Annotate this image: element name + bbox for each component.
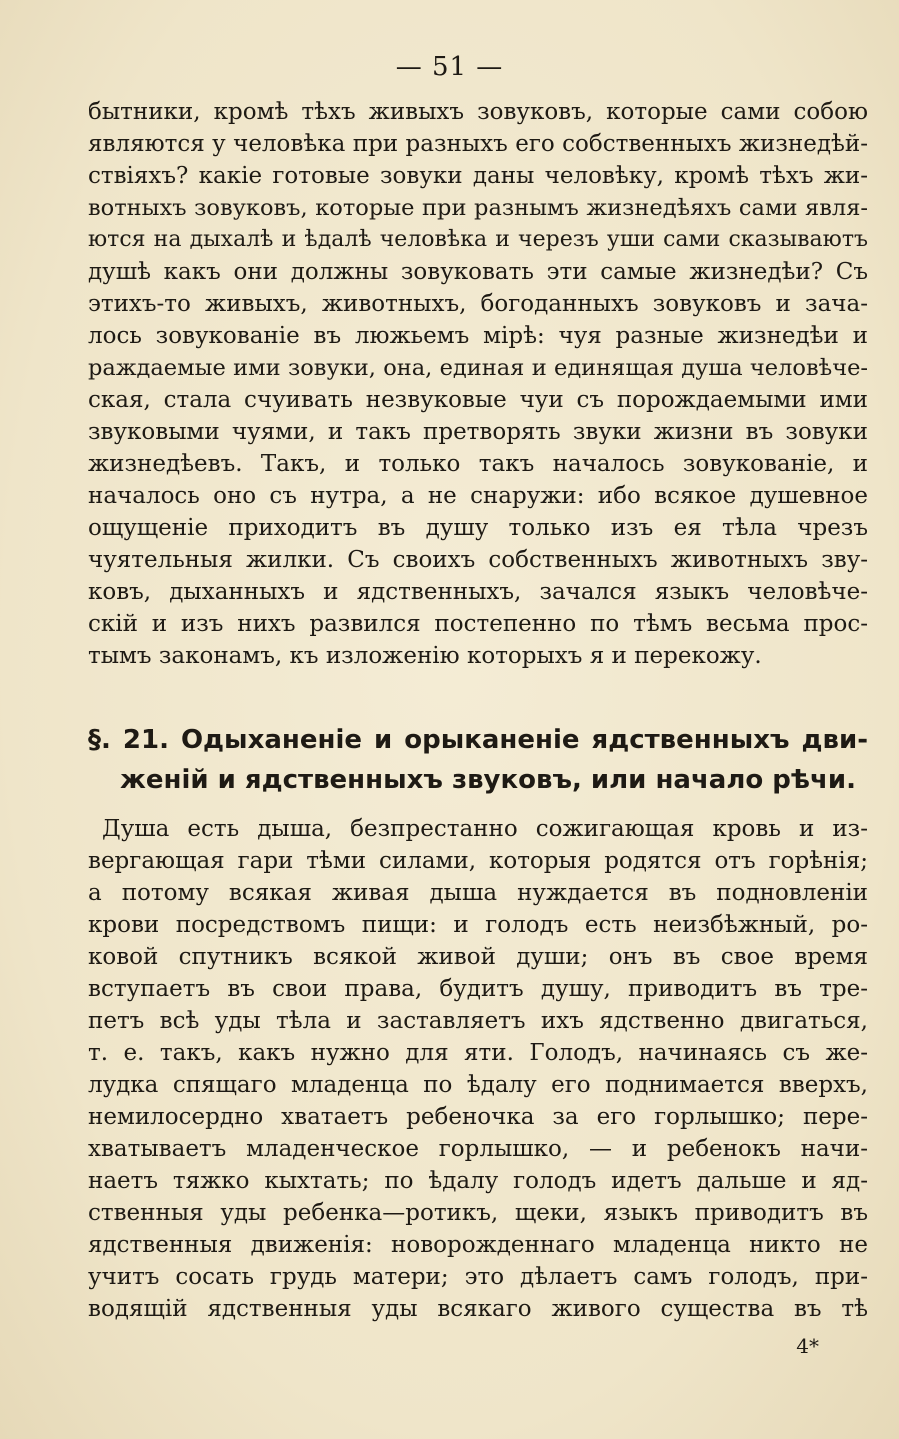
text-line: наетъ тяжко кыхтать; по ѣдалу голодъ идетъ дальше и яд- <box>88 1168 868 1194</box>
text-line: бытники, кромѣ тѣхъ живыхъ зовуковъ, которые сами собою <box>88 99 868 125</box>
text-line: водящій ядственныя уды всякаго живого существа въ тѣ <box>88 1296 868 1322</box>
text-line: Душа есть дыша, безпрестанно сожигающая кровь и из- <box>102 816 868 842</box>
text-line: являются у человѣка при разныхъ его собственныхъ жизнедѣй- <box>88 131 868 157</box>
text-line: жизнедѣевъ. Такъ, и только такъ началось зовукованіе, и <box>88 451 868 477</box>
text-line: лось зовукованіе въ люжьемъ мірѣ: чуя разные жизнедѣи и <box>88 323 868 349</box>
text-line: ковъ, дыханныхъ и ядственныхъ, зачался языкъ человѣче- <box>88 579 868 605</box>
paragraph-body <box>88 813 868 1325</box>
text-line: ощущеніе приходитъ въ душу только изъ ея тѣла чрезъ <box>88 515 868 541</box>
text-line: т. е. такъ, какъ нужно для яти. Голодъ, начинаясь съ же- <box>88 1040 868 1066</box>
text-line: чуятельныя жилки. Съ своихъ собственныхъ животныхъ зву- <box>88 547 868 573</box>
text-line: а потому всякая живая дыша нуждается въ подновленіи <box>88 880 868 906</box>
text-line: ядственныя движенія: новорожденнаго младенца никто не <box>88 1232 868 1258</box>
text-line: лудка спящаго младенца по ѣдалу его поднимается вверхъ, <box>88 1072 868 1098</box>
text-line: этихъ-то живыхъ, животныхъ, богоданныхъ зовуковъ и зача- <box>88 291 868 317</box>
text-line: петъ всѣ уды тѣла и заставляетъ ихъ ядственно двигаться, <box>88 1008 868 1034</box>
text-line: началось оно съ нутра, а не снаружи: ибо всякое душевное <box>88 483 868 509</box>
text-line: скій и изъ нихъ развился постепенно по тѣмъ весьма прос- <box>88 611 868 637</box>
text-line: тымъ законамъ, къ изложенію которыхъ я и перекожу. <box>88 643 762 669</box>
text-line: звуковыми чуями, и такъ претворять звуки жизни въ зовуки <box>88 419 868 445</box>
section-heading-line: женій и ядственныхъ звуковъ, или начало рѣчи. <box>120 765 856 795</box>
paragraph-continuation <box>88 96 868 672</box>
text-line: вотныхъ зовуковъ, которые при разнымъ жизнедѣяхъ сами явля- <box>88 195 868 221</box>
text-line: вступаетъ въ свои права, будитъ душу, приводитъ въ тре- <box>88 976 868 1002</box>
text-line: ственныя уды ребенка—ротикъ, щеки, языкъ приводитъ въ <box>88 1200 868 1226</box>
text-line: немилосердно хватаетъ ребеночка за его горлышко; пере- <box>88 1104 868 1130</box>
text-line: ская, стала счуивать незвуковые чуи съ порождаемыми ими <box>88 387 868 413</box>
page-number: — 51 — <box>395 52 504 82</box>
text-line: вергающая гари тѣми силами, которыя родятся отъ горѣнія; <box>88 848 868 874</box>
text-line: раждаемые ими зовуки, она, единая и единящая душа человѣче- <box>88 355 868 381</box>
text-line: ствіяхъ? какіе готовые зовуки даны человѣку, кромѣ тѣхъ жи- <box>88 163 868 189</box>
text-line: крови посредствомъ пищи: и голодъ есть неизбѣжный, ро- <box>88 912 868 938</box>
text-line: учитъ сосать грудь матери; это дѣлаетъ самъ голодъ, при- <box>88 1264 868 1290</box>
text-line: душѣ какъ они должны зовуковать эти самые жизнедѣи? Съ <box>88 259 868 285</box>
signature-mark: 4* <box>796 1334 819 1358</box>
text-line: хватываетъ младенческое горлышко, — и ребенокъ начи- <box>88 1136 868 1162</box>
text-line: ются на дыхалѣ и ѣдалѣ человѣка и черезъ уши сами сказываютъ <box>88 227 868 252</box>
text-line: ковой спутникъ всякой живой души; онъ въ свое время <box>88 944 868 970</box>
section-heading-line: §. 21. Одыханеніе и орыканеніе ядственныхъ дви- <box>88 725 868 755</box>
section-heading <box>88 720 868 800</box>
